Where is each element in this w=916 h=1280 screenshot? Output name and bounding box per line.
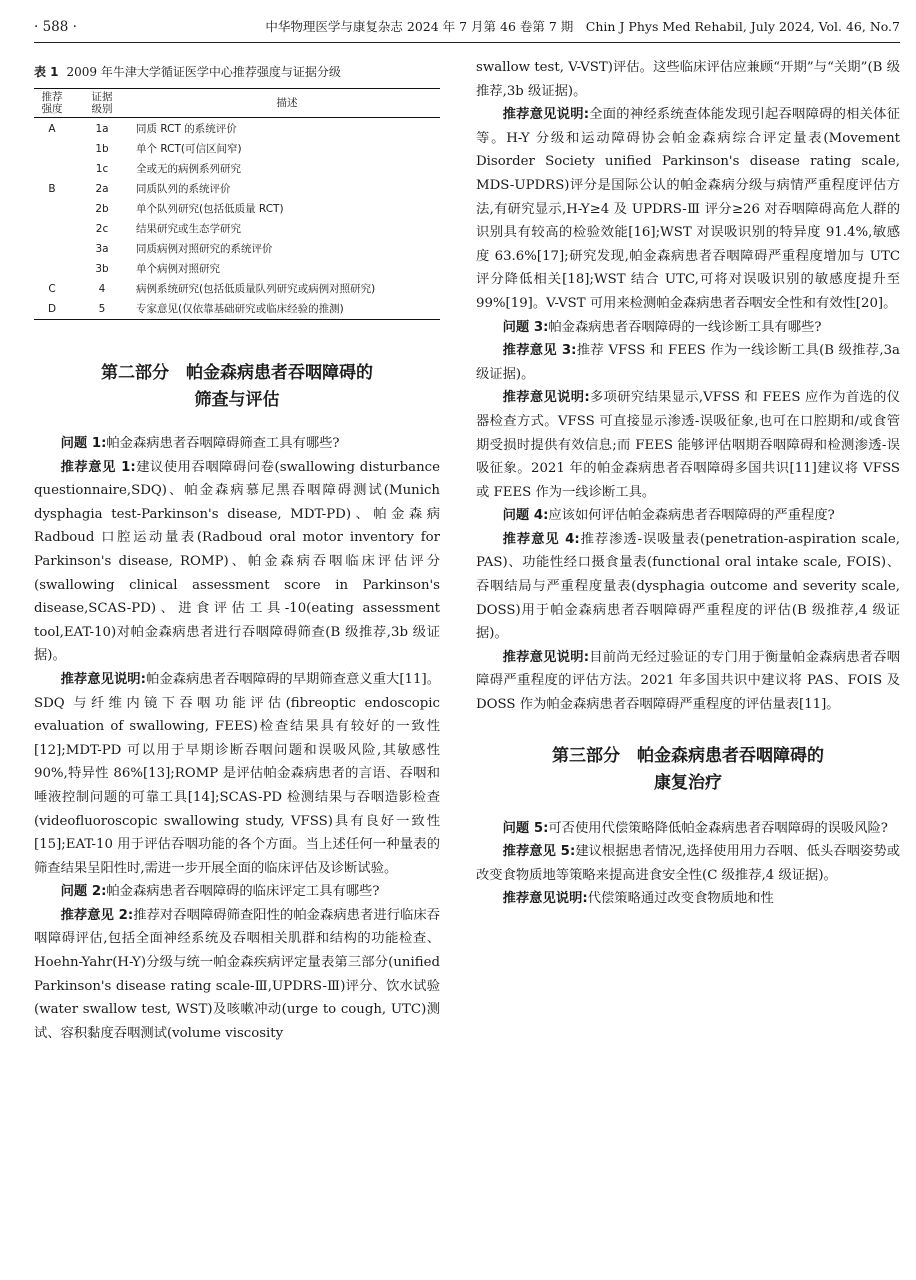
table-cell-strength: [34, 259, 70, 279]
table-row: [34, 199, 440, 219]
question-4: [476, 504, 900, 528]
table-row: [34, 179, 440, 199]
explanation-3: [476, 386, 900, 504]
table-row: [34, 139, 440, 159]
recommendation-2: [34, 904, 440, 1046]
table-row: [34, 159, 440, 179]
explanation-4: [476, 646, 900, 717]
table-cell-level: 2c: [95, 223, 109, 235]
recommendation-2-label: 推荐意见 2:: [60, 907, 134, 923]
table-cell-description: 专家意见(仅依靠基础研究或临床经验的推测): [136, 303, 344, 315]
question-1-label: 问题 1:: [60, 436, 107, 451]
question-4-text: 应该如何评估帕金森病患者吞咽障碍的严重程度?: [548, 508, 835, 524]
table-cell-strength: D: [47, 303, 57, 315]
table-label: 表 1: [34, 65, 59, 79]
page-number: · 588 ·: [34, 19, 77, 35]
recommendation-2-text: 推荐对吞咽障碍筛查阳性的帕金森病患者进行临床吞咽障碍评估,包括全面神经系统及吞咽相关肌群和结构的功能检查、Hoehn-Yahr(H-Y)分级与统一帕金森疾病评定量表第三部分(unified Parkinson's disease rating scale-Ⅲ,UPDRS-Ⅲ)评分、饮水试验(water swallow test, WST)及咳嗽冲动(urge to cough, UTC)测试、容积黏度吞咽测试(volume viscosity: [34, 907, 441, 1041]
section-2-heading: [34, 360, 440, 414]
right-column: [476, 56, 900, 911]
table-row: [34, 118, 440, 140]
table-cell-level: 5: [98, 303, 106, 315]
table-cell-level: 1c: [95, 163, 109, 175]
table-cell-strength: [34, 159, 70, 179]
table-cell-level: 3a: [95, 243, 109, 255]
table-row: [34, 219, 440, 239]
recommendation-2-continued: swallow test, V-VST)评估。这些临床评估应兼顾“开期”与“关期”(B 级推荐,3b 级证据)。: [476, 60, 900, 99]
table-cell-strength: A: [48, 123, 56, 135]
table-cell-level: 3b: [95, 263, 109, 275]
section-2-title-line2: 筛查与评估: [194, 390, 280, 410]
section-3-title-line1: 第三部分 帕金森病患者吞咽障碍的: [552, 745, 824, 766]
explanation-3-text: 多项研究结果显示,VFSS 和 FEES 应作为首选的仪器检查方式。VFSS 可直接显示渗透-误吸征象,也可在口腔期和/或食管期受损时提供有效信息;而 FEES 能够评估咽期吞咽障碍和检测渗透-误吸征象。2021 年的帕金森病患者吞咽障碍多国共识[11]建议将 VFSS 或 FEES 作为一线诊断工具。: [476, 390, 900, 500]
explanation-5-text: 代偿策略通过改变食物质地和性: [587, 891, 774, 907]
recommendation-1: [34, 456, 440, 668]
question-1: [34, 432, 440, 456]
question-5-text: 可否使用代偿策略降低帕金森病患者吞咽障碍的误吸风险?: [548, 820, 888, 836]
table-row: [34, 299, 440, 320]
table-cell-level: 2b: [95, 203, 109, 215]
explanation-5: [476, 887, 900, 911]
explanation-3-label: 推荐意见说明:: [502, 390, 590, 406]
table-cell-description: 单个 RCT(可信区间窄): [136, 143, 242, 155]
recommendation-1-label: 推荐意见 1:: [60, 459, 136, 475]
table-cell-strength: [34, 199, 70, 219]
explanation-1-text: 帕金森病患者吞咽障碍的早期筛查意义重大[11]。SDQ 与纤维内镜下吞咽功能评估(fibreoptic endoscopic evaluation of swallowing, FEES)检查结果具有较好的一致性[12];MDT-PD 可以用于早期诊断吞咽问题和误吸风险,其敏感性 90%,特异性 86%[13];ROMP 是评估帕金森病患者的言语、吞咽和唾液控制问题的可靠工具[14];SCAS-PD 检测结果与吞咽造影检查(videofluoroscopic swallowing study, VFSS)具有良好一致性[15];EAT-10 用于评估吞咽功能的各个方面。当上述任何一种量表的筛查结果呈阳性时,需进一步开展全面的临床评估及诊断试验。: [34, 671, 440, 876]
evidence-table: [34, 88, 440, 320]
table-row: [34, 259, 440, 279]
section-3-title-line2: 康复治疗: [654, 772, 722, 793]
question-5-label: 问题 5:: [502, 820, 549, 836]
explanation-5-label: 推荐意见说明:: [502, 891, 588, 907]
table-cell-description: 单个病例对照研究: [136, 263, 220, 275]
table-cell-description: 病例系统研究(包括低质量队列研究或病例对照研究): [136, 283, 376, 295]
question-5: [476, 817, 900, 841]
question-2: [34, 880, 440, 904]
section-3-heading: [476, 743, 900, 797]
table-cell-description: 全或无的病例系列研究: [136, 163, 241, 175]
explanation-4-label: 推荐意见说明:: [502, 649, 590, 665]
explanation-4-text: 目前尚无经过验证的专门用于衡量帕金森病患者吞咽障碍严重程度的评估方法。2021 年多国共识中建议将 PAS、FOIS 及 DOSS 作为帕金森病患者吞咽障碍严重程度的评估量表[11]。: [476, 649, 900, 713]
section-2-title-line1: 第二部分 帕金森病患者吞咽障碍的: [101, 363, 373, 383]
recommendation-3: [476, 339, 900, 386]
table-cell-strength: B: [48, 183, 56, 195]
header-rule: [34, 42, 900, 43]
question-3: [476, 316, 900, 340]
table-cell-level: 1b: [95, 143, 109, 155]
explanation-2-label: 推荐意见说明:: [502, 107, 590, 123]
recommendation-5-text: 建议根据患者情况,选择使用用力吞咽、低头吞咽姿势或改变食物质地等策略来提高进食安全性(C 级推荐,4 级证据)。: [476, 844, 900, 883]
table-caption: [34, 62, 440, 82]
table-cell-level: 2a: [95, 183, 109, 195]
question-3-text: 帕金森病患者吞咽障碍的一线诊断工具有哪些?: [548, 319, 822, 335]
table-cell-level: 4: [98, 283, 106, 295]
question-4-label: 问题 4:: [502, 508, 549, 524]
table-cell-level: 1a: [95, 123, 109, 135]
explanation-1: [34, 668, 440, 880]
recommendation-5: [476, 840, 900, 887]
question-1-text: 帕金森病患者吞咽障碍筛查工具有哪些?: [106, 436, 340, 451]
left-column: [34, 56, 440, 1045]
table-row: [34, 279, 440, 299]
question-3-label: 问题 3:: [502, 319, 549, 335]
table-cell-description: 同质病例对照研究的系统评价: [136, 243, 273, 255]
recommendation-1-text: 建议使用吞咽障碍问卷(swallowing disturbance questionnaire,SDQ)、帕金森病慕尼黑吞咽障碍测试(Munich dysphagia test-Parkinson's disease, MDT-PD)、帕金森病 Radboud 口腔运动量表(Radboud oral motor inventory for Parkinson's disease, ROMP)、帕金森病吞咽临床评估评分(swallowing clinical assessment score in Parkinson's disease,SCAS-PD)、进食评估工具-10(eating assessment tool,EAT-10)对帕金森病患者进行吞咽障碍筛查(B 级推荐,3b 级证据)。: [34, 459, 440, 664]
explanation-2-text: 全面的神经系统查体能发现引起吞咽障碍的相关体征等。H-Y 分级和运动障碍协会帕金森病综合评定量表(Movement Disorder Society unified Parkinson's disease rating scale, MDS-UPDRS)评分是国际公认的帕金森病分级与病情严重程度评估方法,有研究显示,H-Y≥4 及 UPDRS-Ⅲ 评分≥26 对吞咽障碍高危人群的识别具有较高的检验效能[16];WST 对误吸识别的特异度 91.4%,敏感度 63.6%[17];研究发现,帕金森病患者吞咽障碍严重程度增加与 UTC 评分降低相关[18];WST 结合 UTC,可将对误吸识别的敏感度提升至 99%[19]。V-VST 可用来检测帕金森病患者吞咽安全性和有效性[20]。: [476, 107, 900, 311]
question-2-text: 帕金森病患者吞咽障碍的临床评定工具有哪些?: [106, 884, 380, 900]
explanation-1-label: 推荐意见说明:: [60, 671, 146, 687]
explanation-2: [476, 103, 900, 315]
table-row: [34, 239, 440, 259]
table-cell-strength: [34, 239, 70, 259]
page-header: [34, 15, 900, 39]
table-cell-strength: [34, 219, 70, 239]
recommendation-4-label: 推荐意见 4:: [502, 531, 580, 547]
table-caption-text: 2009 年牛津大学循证医学中心推荐强度与证据分级: [66, 65, 341, 79]
table-cell-strength: [34, 139, 70, 159]
recommendation-3-text: 推荐 VFSS 和 FEES 作为一线诊断工具(B 级推荐,3a 级证据)。: [476, 343, 900, 382]
question-2-label: 问题 2:: [60, 884, 107, 900]
table-header-level: 证据级别: [70, 89, 134, 118]
recommendation-4: [476, 528, 900, 646]
recommendation-3-label: 推荐意见 3:: [502, 343, 577, 359]
recommendation-5-label: 推荐意见 5:: [502, 844, 576, 860]
table-header-description: 描述: [134, 89, 440, 118]
running-head: 中华物理医学与康复杂志 2024 年 7 月第 46 卷第 7 期 Chin J Phys Med Rehabil, July 2024, Vol. 46, No.7: [265, 19, 900, 34]
recommendation-4-text: 推荐渗透-误吸量表(penetration-aspiration scale, PAS)、功能性经口摄食量表(functional oral intake scale, FOIS)、吞咽结局与严重程度量表(dysphagia outcome and severity scale, DOSS)用于帕金森病患者吞咽障碍严重程度的评估(B 级推荐,4 级证据)。: [476, 531, 900, 642]
table-cell-description: 同质队列的系统评价: [136, 183, 231, 195]
table-cell-description: 结果研究或生态学研究: [136, 223, 241, 235]
table-header-strength: 推荐强度: [34, 89, 70, 118]
table-cell-description: 单个队列研究(包括低质量 RCT): [136, 203, 284, 215]
table-cell-description: 同质 RCT 的系统评价: [136, 123, 237, 135]
table-cell-strength: C: [48, 283, 56, 295]
